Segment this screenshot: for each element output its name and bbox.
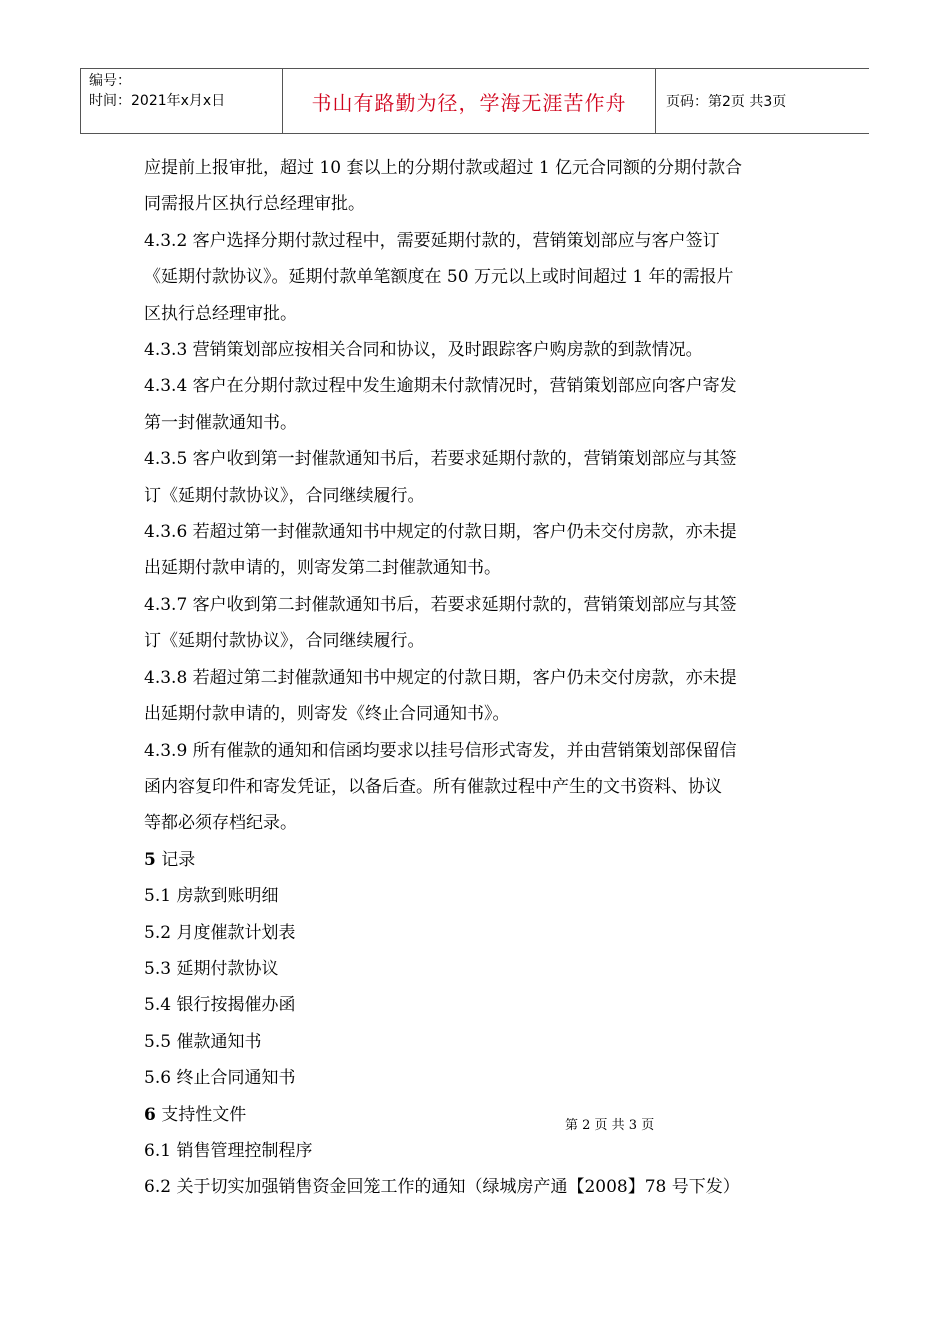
body-line: 出延期付款申请的，则寄发《终止合同通知书》。 — [144, 704, 510, 725]
support-doc-item: 6.2 关于切实加强销售资金回笼工作的通知（绿城房产通【2008】78 号下发） — [144, 1177, 740, 1198]
record-item: 5.1 房款到账明细 — [144, 886, 279, 907]
header-page-code: 页码：第2页 共3页 — [666, 94, 787, 110]
record-item: 5.3 延期付款协议 — [144, 958, 279, 979]
body-line: 等都必须存档纪录。 — [144, 813, 297, 834]
section-5-title: 记录 — [161, 849, 196, 870]
section-5-heading — [144, 842, 814, 878]
header-meta — [81, 69, 283, 133]
section-6-number: 6 — [144, 1104, 156, 1125]
body-line: 订《延期付款协议》，合同继续履行。 — [144, 631, 425, 652]
record-item: 5.2 月度催款计划表 — [144, 922, 296, 943]
body-line: 4.3.7 客户收到第二封催款通知书后，若要求延期付款的，营销策划部应与其签 — [144, 594, 737, 615]
body-line: 区执行总经理审批。 — [144, 303, 297, 324]
body-line: 出延期付款申请的，则寄发第二封催款通知书。 — [144, 558, 501, 579]
support-doc-item: 6.1 销售管理控制程序 — [144, 1140, 313, 1161]
page-number: 第 2 页 共 3 页 — [565, 1118, 655, 1133]
record-item: 5.4 银行按揭催办函 — [144, 995, 296, 1016]
body-line: 同需报片区执行总经理审批。 — [144, 194, 365, 215]
body-line: 4.3.4 客户在分期付款过程中发生逾期未付款情况时，营销策划部应向客户寄发 — [144, 376, 737, 397]
body-line: 第一封催款通知书。 — [144, 412, 297, 433]
document-body — [144, 150, 814, 1206]
record-item: 5.5 催款通知书 — [144, 1031, 262, 1052]
body-line: 订《延期付款协议》，合同继续履行。 — [144, 485, 425, 506]
header-motto: 书山有路勤为径，学海无涯苦作舟 — [283, 69, 656, 133]
section-6-title: 支持性文件 — [161, 1104, 247, 1125]
record-item: 5.6 终止合同通知书 — [144, 1068, 296, 1089]
document-time: 时间：2021年x月x日 — [89, 93, 226, 109]
body-line: 4.3.9 所有催款的通知和信函均要求以挂号信形式寄发，并由营销策划部保留信 — [144, 740, 737, 761]
body-line: 4.3.2 客户选择分期付款过程中，需要延期付款的，营销策划部应与客户签订 — [144, 230, 720, 251]
body-line: 4.3.8 若超过第二封催款通知书中规定的付款日期，客户仍未交付房款，亦未提 — [144, 667, 737, 688]
body-line: 4.3.5 客户收到第一封催款通知书后，若要求延期付款的，营销策划部应与其签 — [144, 449, 737, 470]
section-6-heading — [144, 1097, 814, 1133]
body-line: 《延期付款协议》。延期付款单笔额度在 50 万元以上或时间超过 1 年的需报片 — [144, 267, 734, 288]
section-5-number: 5 — [144, 849, 156, 870]
page-header — [80, 68, 869, 134]
body-line: 4.3.6 若超过第一封催款通知书中规定的付款日期，客户仍未交付房款，亦未提 — [144, 522, 737, 543]
body-line: 应提前上报审批，超过 10 套以上的分期付款或超过 1 亿元合同额的分期付款合 — [144, 158, 743, 178]
body-line: 函内容复印件和寄发凭证，以备后查。所有催款过程中产生的文书资料、协议 — [144, 776, 722, 797]
document-number-label: 编号： — [89, 73, 131, 89]
body-line: 4.3.3 营销策划部应按相关合同和协议，及时跟踪客户购房款的到款情况。 — [144, 340, 703, 361]
